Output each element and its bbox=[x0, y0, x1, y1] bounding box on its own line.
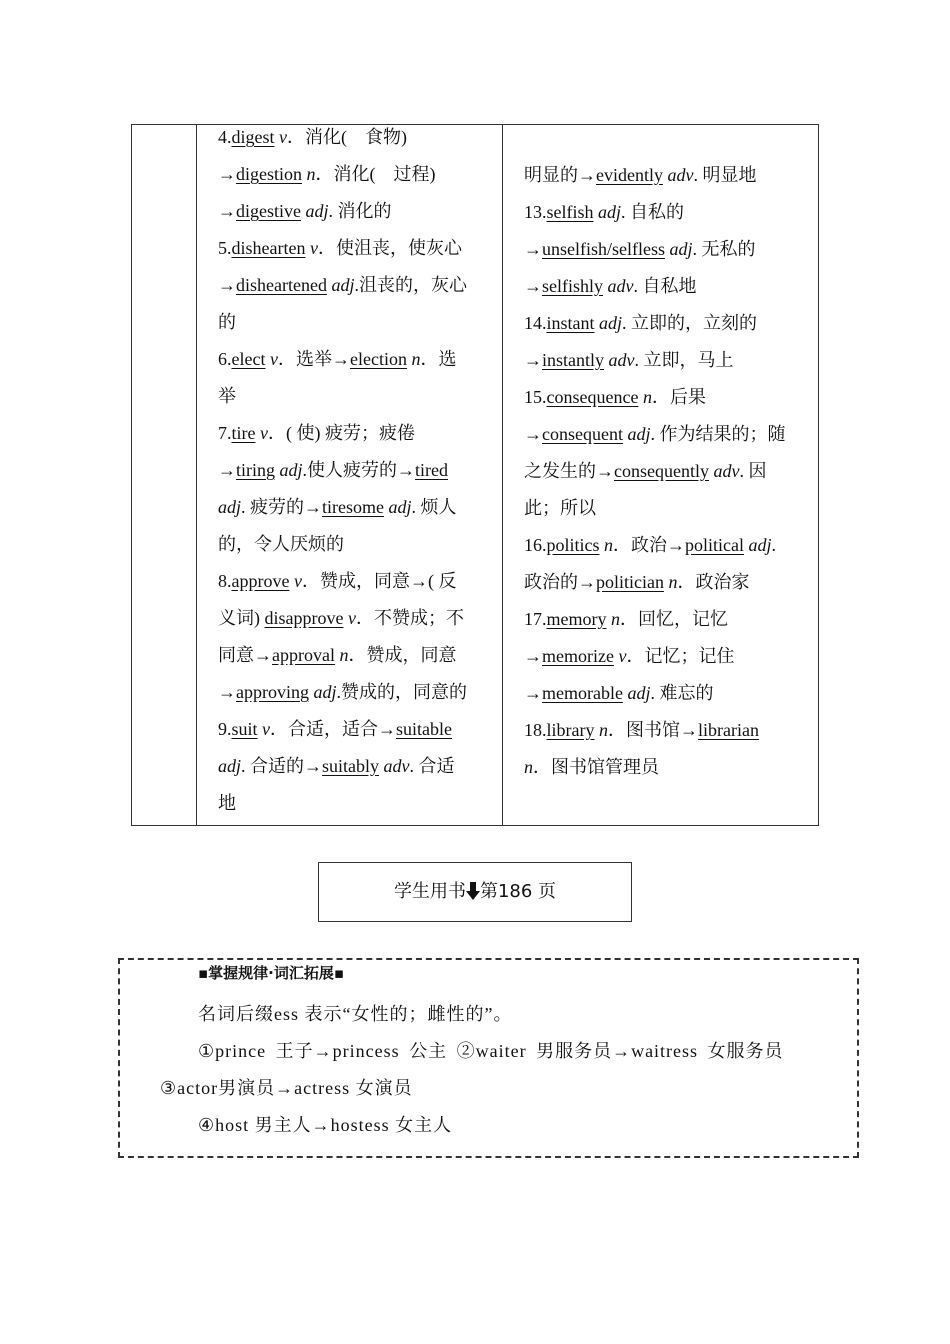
vocab-text: ．使沮丧，使灰心 bbox=[317, 238, 462, 258]
vocab-text: 8. bbox=[218, 571, 232, 591]
part-of-speech: n bbox=[599, 535, 613, 555]
vocab-text: 举 bbox=[218, 386, 236, 406]
vocab-text: → bbox=[524, 350, 542, 370]
vocab-text: . 明显地 bbox=[693, 165, 757, 185]
vocab-text: 7. bbox=[218, 423, 232, 443]
vocab-word: consequent bbox=[542, 424, 623, 444]
vocab-text: 的，令人厌烦的 bbox=[218, 534, 344, 554]
vocab-line bbox=[218, 637, 488, 674]
vocab-word: suitable bbox=[396, 719, 453, 739]
vocab-text: . 自私地 bbox=[633, 276, 697, 296]
part-of-speech: adj bbox=[594, 313, 623, 333]
part-of-speech: n bbox=[524, 757, 533, 777]
vocab-line bbox=[524, 564, 814, 601]
tip-box bbox=[118, 958, 859, 1158]
vocab-text: → bbox=[218, 201, 236, 221]
vocab-line bbox=[524, 490, 814, 527]
part-of-speech: v bbox=[274, 127, 287, 147]
page-ref-page: 第186 页 bbox=[479, 881, 557, 902]
vocab-text: ．选 bbox=[420, 349, 457, 369]
vocab-word: dishearten bbox=[231, 238, 306, 258]
vocab-word: digestion bbox=[236, 164, 302, 184]
part-of-speech: adj bbox=[301, 201, 329, 221]
part-of-speech: adj bbox=[275, 460, 303, 480]
vocab-line bbox=[524, 268, 814, 305]
part-of-speech: v bbox=[255, 423, 268, 443]
part-of-speech: adv bbox=[603, 276, 634, 296]
down-arrow-icon bbox=[466, 866, 480, 884]
vocab-text: 17. bbox=[524, 609, 547, 629]
vocab-line bbox=[218, 674, 488, 711]
vocab-word: tired bbox=[415, 460, 449, 480]
vocab-line bbox=[218, 785, 488, 822]
page-ref-prefix: 学生用书 bbox=[393, 881, 466, 902]
vocab-text: ．消化( 过程) bbox=[315, 164, 436, 184]
vocab-text: ．选举→ bbox=[277, 349, 350, 369]
vocab-text: → bbox=[218, 460, 236, 480]
vocab-text: → bbox=[524, 276, 542, 296]
part-of-speech: n bbox=[663, 572, 678, 592]
vocab-word: digestive bbox=[236, 201, 301, 221]
tip-example: ③actor男演员→actress 女演员 bbox=[160, 1078, 413, 1098]
vocab-line bbox=[524, 379, 814, 416]
part-of-speech: n bbox=[594, 720, 608, 740]
vocab-word: selfishly bbox=[542, 276, 603, 296]
vocab-word: tiring bbox=[236, 460, 275, 480]
vocab-text: 9. bbox=[218, 719, 232, 739]
vocab-word: suit bbox=[231, 719, 258, 739]
part-of-speech: v bbox=[265, 349, 278, 369]
vocab-word: memory bbox=[546, 609, 607, 629]
part-of-speech: adj bbox=[665, 239, 693, 259]
vocab-line bbox=[524, 305, 814, 342]
vocab-text: . 难忘的 bbox=[650, 683, 714, 703]
vocab-line bbox=[218, 156, 488, 193]
vocab-text: . 立即，马上 bbox=[634, 350, 734, 370]
vocab-line bbox=[524, 453, 814, 490]
vocab-line bbox=[524, 712, 814, 749]
vocab-text: ．赞成，同意 bbox=[348, 645, 457, 665]
vocab-text: 之发生的→ bbox=[524, 461, 614, 481]
vocab-word: instantly bbox=[542, 350, 604, 370]
vocab-text: ．消化( 食物) bbox=[287, 127, 407, 147]
vocab-word: election bbox=[349, 349, 407, 369]
part-of-speech: n bbox=[406, 349, 421, 369]
vocab-text: → bbox=[218, 682, 236, 702]
part-of-speech: adv bbox=[379, 756, 410, 776]
part-of-speech: v bbox=[289, 571, 302, 591]
vocab-word: unselfish/selfless bbox=[542, 239, 665, 259]
vocab-text: → bbox=[218, 164, 236, 184]
vocab-word: selfish bbox=[546, 202, 594, 222]
part-of-speech: v bbox=[613, 646, 627, 666]
vocab-line bbox=[524, 601, 814, 638]
vocab-line bbox=[218, 304, 488, 341]
part-of-speech: n bbox=[302, 164, 316, 184]
vocab-text: 此；所以 bbox=[524, 498, 596, 518]
vocab-text: ．合适，适合→ bbox=[270, 719, 397, 739]
part-of-speech: adj bbox=[308, 682, 337, 702]
tip-example: ④host 男主人→hostess 女主人 bbox=[198, 1115, 453, 1135]
vocab-line bbox=[218, 193, 488, 230]
part-of-speech: adj bbox=[218, 497, 242, 517]
part-of-speech: adj bbox=[743, 535, 772, 555]
vocab-text: ．政治家 bbox=[677, 572, 750, 592]
vocab-text: ．后果 bbox=[651, 387, 706, 407]
part-of-speech: adj bbox=[622, 683, 651, 703]
vocab-line bbox=[218, 267, 488, 304]
vocab-text: 义词) bbox=[218, 608, 265, 628]
vocab-text: .使人疲劳的→ bbox=[302, 460, 416, 480]
vocab-text: .赞成的，同意的 bbox=[336, 682, 467, 702]
vocab-column-right bbox=[524, 157, 814, 786]
vocab-text: → bbox=[524, 683, 542, 703]
part-of-speech: adj bbox=[593, 202, 622, 222]
vocab-line bbox=[218, 489, 488, 526]
vocab-word: disapprove bbox=[264, 608, 344, 628]
part-of-speech: adj bbox=[218, 756, 242, 776]
vocab-line bbox=[524, 157, 814, 194]
vocab-line bbox=[218, 341, 488, 378]
part-of-speech: adj bbox=[622, 424, 651, 444]
vocab-line bbox=[218, 563, 488, 600]
vocab-word: politics bbox=[546, 535, 600, 555]
vocab-text: 同意→ bbox=[218, 645, 272, 665]
vocab-text: . 自私的 bbox=[621, 202, 685, 222]
vocab-text: ．图书馆管理员 bbox=[533, 757, 659, 777]
vocab-word: consequence bbox=[546, 387, 639, 407]
vocab-text: . 无私的 bbox=[692, 239, 756, 259]
vocab-text: 明显的→ bbox=[524, 165, 596, 185]
vocab-word: politician bbox=[596, 572, 664, 592]
vocab-word: library bbox=[546, 720, 595, 740]
vocab-word: memorable bbox=[542, 683, 623, 703]
vocab-text: 18. bbox=[524, 720, 547, 740]
part-of-speech: v bbox=[257, 719, 271, 739]
vocab-text: ．不赞成；不 bbox=[355, 608, 464, 628]
vocab-text: . 烦人 bbox=[411, 497, 457, 517]
vocab-word: instant bbox=[546, 313, 595, 333]
vocab-table bbox=[131, 124, 819, 826]
vocab-text: 4. bbox=[218, 127, 232, 147]
vocab-text: .沮丧的，灰心 bbox=[354, 275, 467, 295]
vocab-word: approval bbox=[272, 645, 335, 665]
vocab-word: approve bbox=[231, 571, 290, 591]
part-of-speech: v bbox=[305, 238, 318, 258]
page-reference-box bbox=[318, 862, 632, 922]
vocab-line bbox=[524, 638, 814, 675]
tip-rule: 名词后缀ess 表示“女性的；雌性的”。 bbox=[198, 1004, 513, 1024]
vocab-text: 地 bbox=[218, 793, 236, 813]
vocab-text: ．( 使) 疲劳；疲倦 bbox=[268, 423, 415, 443]
vocab-text: 13. bbox=[524, 202, 547, 222]
vocab-line bbox=[218, 600, 488, 637]
vocab-text: → bbox=[524, 424, 542, 444]
vocab-line bbox=[218, 378, 488, 415]
vocab-line bbox=[524, 749, 814, 786]
column-divider bbox=[502, 125, 503, 825]
vocab-word: consequently bbox=[614, 461, 709, 481]
vocab-text: ．回忆，记忆 bbox=[620, 609, 728, 629]
vocab-text: 政治的→ bbox=[524, 572, 596, 592]
vocab-text: 的 bbox=[218, 312, 236, 332]
vocab-word: tiresome bbox=[322, 497, 384, 517]
vocab-word: tire bbox=[231, 423, 256, 443]
part-of-speech: adj bbox=[384, 497, 412, 517]
vocab-line bbox=[524, 231, 814, 268]
vocab-line bbox=[218, 711, 488, 748]
part-of-speech: v bbox=[343, 608, 356, 628]
vocab-text: . 疲劳的→ bbox=[241, 497, 323, 517]
tip-title: ▪掌握规律·词汇拓展▪ bbox=[198, 964, 345, 982]
vocab-line bbox=[524, 194, 814, 231]
part-of-speech: adv bbox=[604, 350, 635, 370]
vocab-word: disheartened bbox=[236, 275, 327, 295]
vocab-text: 14. bbox=[524, 313, 547, 333]
vocab-line bbox=[218, 230, 488, 267]
part-of-speech: adv bbox=[708, 461, 740, 481]
vocab-text: . 作为结果的；随 bbox=[650, 424, 786, 444]
vocab-text: ．政治→ bbox=[613, 535, 685, 555]
column-divider bbox=[196, 125, 197, 825]
vocab-text: . 合适 bbox=[409, 756, 455, 776]
vocab-text: ．赞成，同意→( 反 bbox=[301, 571, 457, 591]
part-of-speech: n bbox=[606, 609, 620, 629]
vocab-word: elect bbox=[231, 349, 266, 369]
part-of-speech: adv bbox=[662, 165, 694, 185]
vocab-word: political bbox=[685, 535, 744, 555]
vocab-text: . 因 bbox=[739, 461, 767, 481]
vocab-line bbox=[218, 119, 488, 156]
vocab-text: . bbox=[771, 535, 776, 555]
vocab-text: 15. bbox=[524, 387, 547, 407]
vocab-word: librarian bbox=[697, 720, 759, 740]
vocab-line bbox=[524, 416, 814, 453]
vocab-word: memorize bbox=[542, 646, 614, 666]
vocab-line bbox=[524, 675, 814, 712]
vocab-word: suitably bbox=[322, 756, 380, 776]
vocab-text: . 合适的→ bbox=[241, 756, 323, 776]
vocab-text: 5. bbox=[218, 238, 232, 258]
vocab-word: digest bbox=[231, 127, 275, 147]
vocab-line bbox=[218, 526, 488, 563]
vocab-text: → bbox=[524, 646, 542, 666]
part-of-speech: n bbox=[334, 645, 349, 665]
vocab-text: → bbox=[524, 239, 542, 259]
vocab-text: ．图书馆→ bbox=[607, 720, 698, 740]
vocab-line bbox=[218, 415, 488, 452]
vocab-text: . 立即的，立刻的 bbox=[622, 313, 758, 333]
vocab-column-left bbox=[218, 119, 488, 822]
vocab-line bbox=[524, 527, 814, 564]
part-of-speech: n bbox=[638, 387, 652, 407]
vocab-line bbox=[218, 452, 488, 489]
part-of-speech: adj bbox=[326, 275, 355, 295]
vocab-text: . 消化的 bbox=[328, 201, 392, 221]
vocab-text: ．记忆；记住 bbox=[626, 646, 735, 666]
vocab-word: approving bbox=[236, 682, 309, 702]
vocab-line bbox=[524, 342, 814, 379]
vocab-text: 6. bbox=[218, 349, 232, 369]
tip-example: ①prince 王子→princess 公主 ②waiter 男服务员→waitress 女服务员 bbox=[198, 1041, 784, 1061]
vocab-text: 16. bbox=[524, 535, 547, 555]
vocab-word: evidently bbox=[596, 165, 663, 185]
vocab-line bbox=[218, 748, 488, 785]
vocab-text: → bbox=[218, 275, 236, 295]
